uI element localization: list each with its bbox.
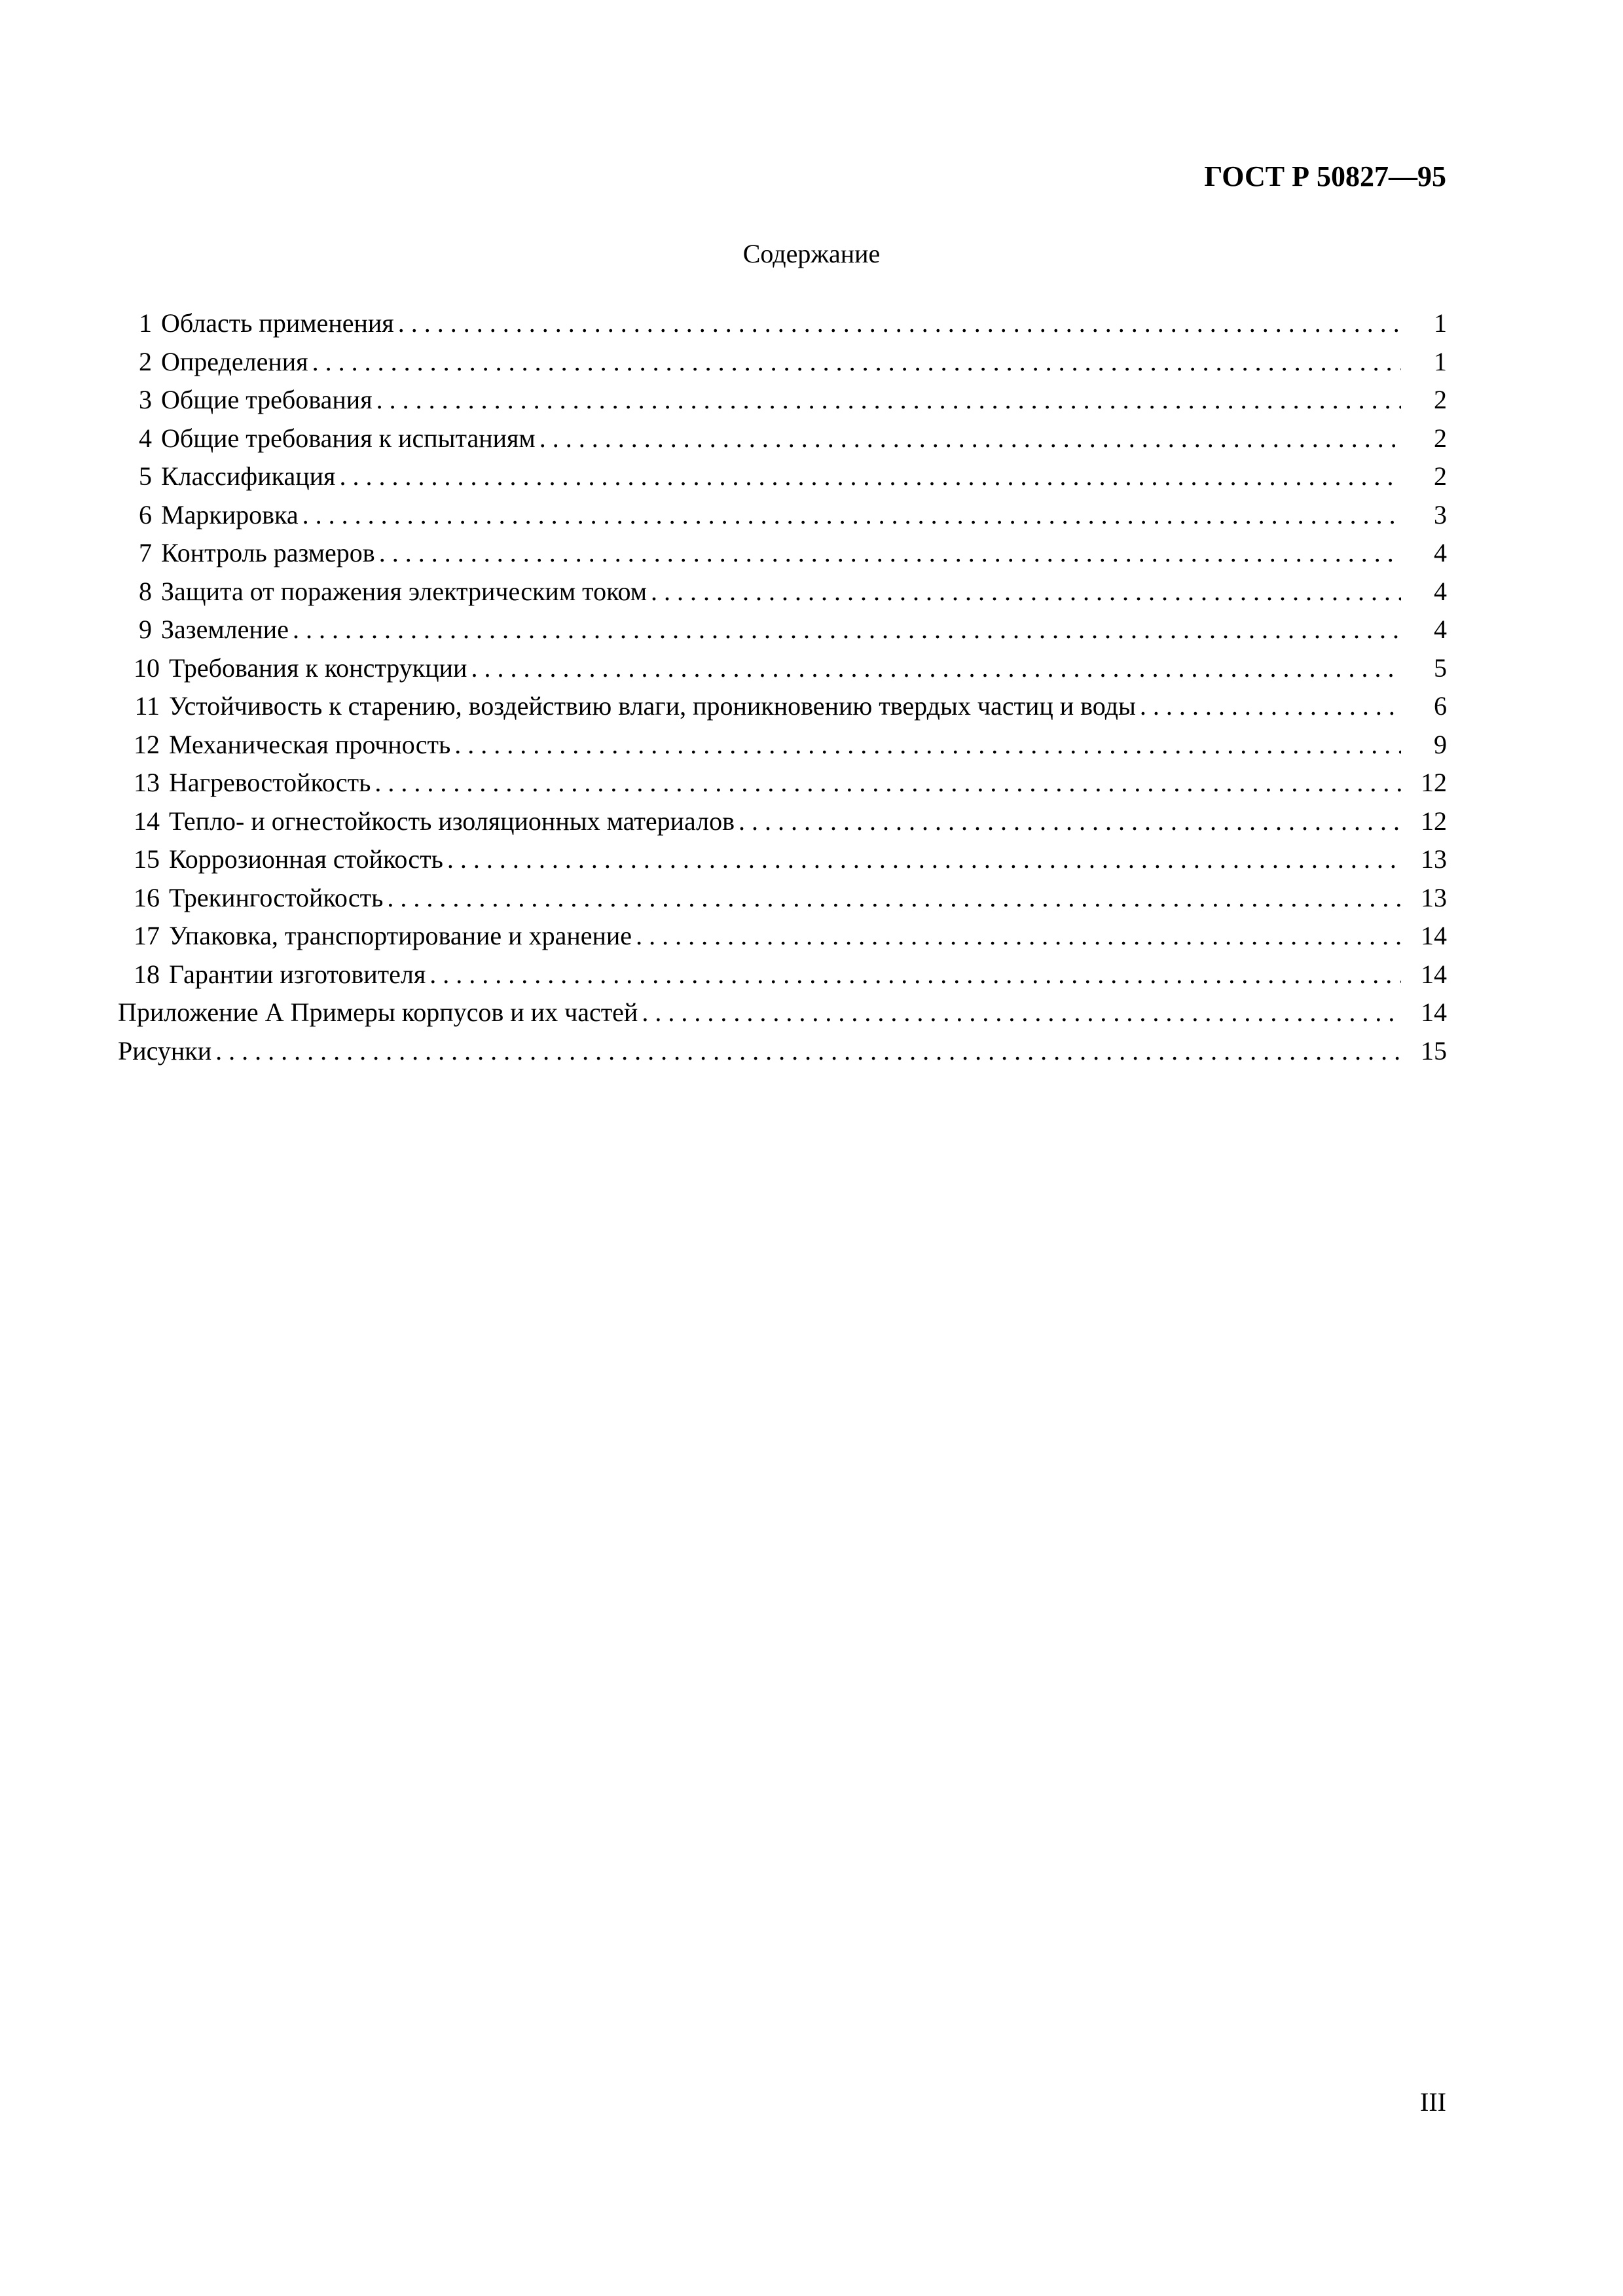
- toc-entry-page: 3: [1434, 499, 1447, 529]
- toc-entry-page: 6: [1434, 691, 1447, 721]
- toc-entry-label: Контроль размеров: [161, 538, 375, 567]
- toc-entry-label: Заземление: [161, 615, 289, 644]
- toc-entry-8[interactable]: [118, 573, 1447, 611]
- toc-entry-page: 14: [1421, 959, 1447, 989]
- toc-entry-number: 8: [139, 576, 152, 606]
- toc-dot-leader: [371, 764, 1401, 802]
- toc-dot-leader: [375, 534, 1401, 573]
- toc-entry-number: 7: [139, 538, 152, 567]
- toc-dot-leader: [450, 726, 1401, 764]
- toc-entry-number: 9: [139, 615, 152, 644]
- toc-entry-number: 2: [139, 346, 152, 376]
- toc-entry-label: Требования к конструкции: [169, 653, 467, 683]
- toc-entry-number: 16: [134, 882, 160, 912]
- toc-dot-leader: [299, 496, 1401, 535]
- toc-entry-number: 12: [134, 729, 160, 759]
- toc-entry-page: 12: [1421, 806, 1447, 836]
- toc-entry-number: 18: [134, 959, 160, 989]
- toc-entry-page: 4: [1434, 538, 1447, 567]
- toc-dot-leader: [373, 381, 1401, 420]
- toc-entry-label: Маркировка: [161, 499, 299, 529]
- toc-entry-label: Общие требования: [161, 385, 373, 414]
- toc-entry-number: 13: [134, 768, 160, 797]
- toc-entry-label: Гарантии изготовителя: [169, 959, 426, 989]
- toc-entry-13[interactable]: [118, 764, 1447, 802]
- toc-entry-15[interactable]: [118, 840, 1447, 879]
- toc-entry-number: 17: [134, 921, 160, 950]
- toc-entry-label: Трекингостойкость: [169, 882, 384, 912]
- toc-entry-figures[interactable]: [118, 1032, 1447, 1071]
- toc-dot-leader: [426, 956, 1401, 994]
- toc-entry-number: 1: [139, 308, 152, 338]
- toc-dot-leader: [335, 457, 1401, 496]
- toc-entry-label: Упаковка, транспортирование и хранение: [169, 921, 632, 950]
- toc-entry-page: 2: [1434, 423, 1447, 453]
- toc-entry-page: 14: [1421, 921, 1447, 950]
- toc-entry-page: 15: [1421, 1035, 1447, 1066]
- toc-entry-label: Классификация: [161, 461, 336, 491]
- toc-entry-17[interactable]: [118, 917, 1447, 956]
- toc-entry-label: Область применения: [161, 308, 394, 338]
- toc-entry-label: Тепло- и огнестойкость изоляционных материалов: [169, 806, 735, 836]
- toc-entry-number: 15: [134, 844, 160, 874]
- toc-entry-page: 14: [1421, 997, 1447, 1027]
- toc-entry-page: 2: [1434, 385, 1447, 414]
- toc-entry-label: Определения: [161, 346, 308, 376]
- toc-entry-page: 5: [1434, 653, 1447, 683]
- toc-dot-leader: [394, 304, 1401, 343]
- toc-entry-page: 2: [1434, 461, 1447, 491]
- toc-dot-leader: [289, 611, 1401, 649]
- toc-title: Содержание: [742, 239, 881, 268]
- toc-entry-label: Нагревостойкость: [169, 768, 371, 797]
- toc-dot-leader: [647, 573, 1401, 611]
- toc-entry-4[interactable]: [118, 420, 1447, 458]
- toc-dot-leader: [383, 879, 1401, 918]
- toc-entry-14[interactable]: [118, 802, 1447, 841]
- toc-entry-label: Механическая прочность: [169, 729, 451, 759]
- toc-entry-label: Коррозионная стойкость: [169, 844, 443, 874]
- toc-dot-leader: [1136, 687, 1401, 726]
- toc-entry-11[interactable]: [118, 687, 1447, 726]
- toc-entry-number: 11: [134, 691, 160, 721]
- toc-entry-1[interactable]: [118, 304, 1447, 343]
- toc-dot-leader: [211, 1032, 1401, 1071]
- toc-entry-page: 13: [1421, 844, 1447, 874]
- table-of-contents: [118, 304, 1447, 1070]
- toc-entry-label: Рисунки: [118, 1035, 212, 1066]
- toc-entry-10[interactable]: [118, 649, 1447, 688]
- toc-entry-label: Устойчивость к старению, воздействию влаги, проникновению твердых частиц и воды: [169, 691, 1136, 721]
- toc-entry-page: 4: [1434, 576, 1447, 606]
- toc-dot-leader: [735, 802, 1401, 841]
- toc-entry-number: 10: [134, 653, 160, 683]
- toc-entry-page: 13: [1421, 882, 1447, 912]
- toc-dot-leader: [467, 649, 1401, 688]
- toc-entry-page: 9: [1434, 729, 1447, 759]
- toc-entry-2[interactable]: [118, 343, 1447, 382]
- toc-entry-7[interactable]: [118, 534, 1447, 573]
- toc-entry-page: 4: [1434, 615, 1447, 644]
- toc-entry-label: Общие требования к испытаниям: [161, 423, 536, 453]
- toc-dot-leader: [638, 994, 1401, 1032]
- toc-entry-number: 4: [139, 423, 152, 453]
- toc-entry-5[interactable]: [118, 457, 1447, 496]
- toc-entry-label: Приложение А Примеры корпусов и их частей: [118, 997, 638, 1027]
- toc-dot-leader: [308, 343, 1401, 382]
- toc-entry-6[interactable]: [118, 496, 1447, 535]
- toc-entry-page: 1: [1434, 308, 1447, 338]
- toc-entry-number: 3: [139, 385, 152, 414]
- toc-entry-number: 6: [139, 499, 152, 529]
- document-code: ГОСТ Р 50827—95: [1204, 160, 1446, 192]
- page-number: III: [1420, 2087, 1446, 2117]
- toc-dot-leader: [443, 840, 1401, 879]
- toc-entry-9[interactable]: [118, 611, 1447, 649]
- toc-entry-label: Защита от поражения электрическим током: [161, 576, 647, 606]
- toc-dot-leader: [536, 420, 1401, 458]
- toc-entry-number: 14: [134, 806, 160, 836]
- toc-entry-page: 1: [1434, 346, 1447, 376]
- toc-entry-page: 12: [1421, 768, 1447, 797]
- toc-entry-appendix-a[interactable]: [118, 994, 1447, 1032]
- toc-dot-leader: [632, 917, 1401, 956]
- toc-entry-3[interactable]: [118, 381, 1447, 420]
- toc-entry-16[interactable]: [118, 879, 1447, 918]
- toc-entry-12[interactable]: [118, 726, 1447, 764]
- toc-entry-number: 5: [139, 461, 152, 491]
- toc-entry-18[interactable]: [118, 956, 1447, 994]
